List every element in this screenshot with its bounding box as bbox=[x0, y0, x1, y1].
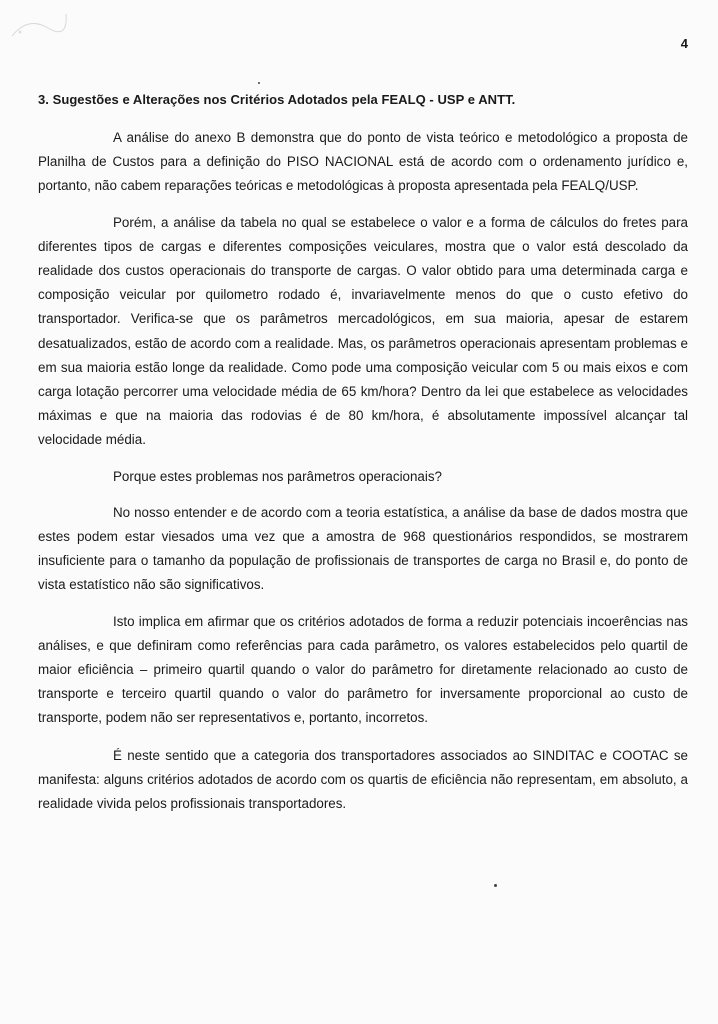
paragraph: Porque estes problemas nos parâmetros operacionais? bbox=[113, 468, 442, 484]
document-body bbox=[38, 126, 688, 828]
paragraph: A análise do anexo B demonstra que do ponto de vista teórico e metodológico a proposta de Planilha de Custos para a definição do PISO NACIONAL está de acordo com o ordenamento jurídico e, portanto, não cabem reparações teóricas e metodológicas à proposta apresentada pela FEALQ/USP. bbox=[38, 130, 688, 194]
scan-artifact bbox=[8, 6, 68, 42]
ink-speck bbox=[494, 884, 497, 887]
paragraph: Porém, a análise da tabela no qual se estabelece o valor e a forma de cálculos do fretes para diferentes tipos de cargas e diferentes composições veiculares, mostra que o valor está descolado da realidade dos custos operacionais do transporte de cargas. O valor obtido para uma determinada carga e composição veicular por quilometro rodado é, invariavelmente menos do que o custo efetivo do transportador. Verifica-se que os parâmetros mercadológicos, em sua maioria, apesar de estarem desatualizados, estão de acordo com a realidade. Mas, os parâmetros operacionais apresentam problemas e em sua maioria estão longe da realidade. Como pode uma composição veicular com 5 ou mais eixos e com carga lotação percorrer uma velocidade média de 65 km/hora? Dentro da lei que estabelece as velocidades máximas e que na maioria das rodovias é de 80 km/hora, é absolutamente impossível alcançar tal velocidade média. bbox=[38, 214, 688, 448]
paragraph: É neste sentido que a categoria dos transportadores associados ao SINDITAC e COOTAC se manifesta: alguns critérios adotados de acordo com os quartis de eficiência não representam, em absoluto, a realidade vivida pelos profissionais transportadores. bbox=[38, 747, 688, 812]
paragraph: Isto implica em afirmar que os critérios adotados de forma a reduzir potenciais incoerências nas análises, e que definiram como referências para cada parâmetro, os valores estabelecidos pelo quartil de maior eficiência – primeiro quartil quando o valor do parâmetro for diretamente relacionado ao custo de transporte e terceiro quartil quando o valor do parâmetro for inversamente proporcional ao custo de transporte, podem não ser representativos e, portanto, incorretos. bbox=[38, 613, 688, 726]
section-heading: 3. Sugestões e Alterações nos Critérios Adotados pela FEALQ - USP e ANTT. bbox=[38, 92, 516, 107]
page-number: 4 bbox=[680, 36, 688, 51]
paragraph: No nosso entender e de acordo com a teoria estatística, a análise da base de dados mostra que estes podem estar viesados uma vez que a amostra de 968 questionários respondidos, se mostrarem insuficiente para o tamanho da população de profissionais de transportes de carga no Brasil e, do ponto de vista estatístico não são significativos. bbox=[38, 504, 688, 593]
ink-speck bbox=[258, 82, 260, 84]
